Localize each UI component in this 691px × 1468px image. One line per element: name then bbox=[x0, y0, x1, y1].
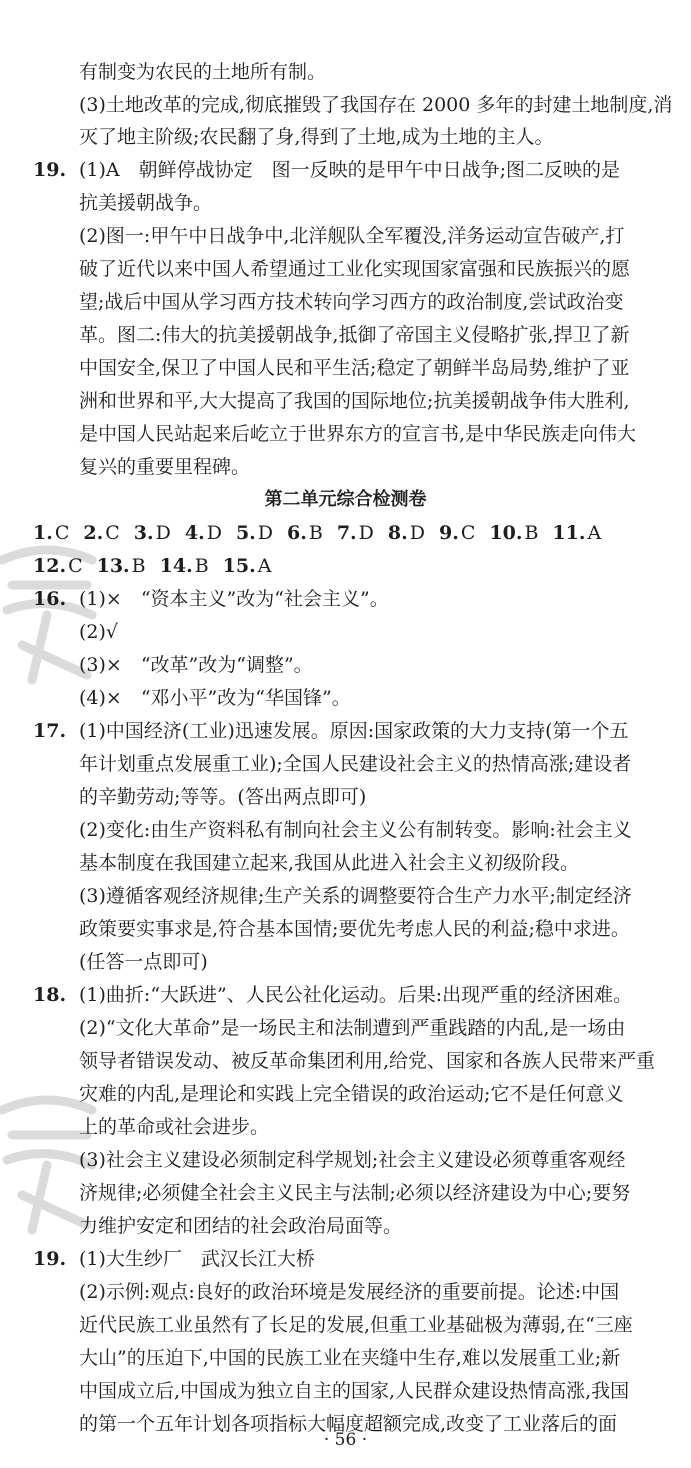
mc-answer-number: 11. bbox=[552, 522, 586, 544]
question-number: 18. bbox=[33, 984, 67, 1006]
question-number: 16. bbox=[33, 588, 67, 610]
mc-answer bbox=[439, 518, 475, 548]
answer-text: (1)A 朝鲜停战协定 图一反映的是甲午中日战争;图二反映的是 bbox=[79, 159, 621, 181]
mc-answers-row bbox=[0, 518, 691, 548]
question-19-line bbox=[0, 1244, 691, 1274]
mc-answer-choice: B bbox=[194, 555, 209, 577]
mc-answer bbox=[97, 551, 146, 581]
text-line: 力维护安定和团结的社会政治局面等。 bbox=[79, 1215, 403, 1237]
question-number: 19. bbox=[33, 1248, 67, 1270]
question-16-line bbox=[0, 584, 691, 614]
mc-answer bbox=[337, 518, 374, 548]
mc-answer-number: 3. bbox=[133, 522, 154, 544]
text-line: (2)√ bbox=[79, 621, 119, 643]
mc-answer bbox=[552, 518, 601, 548]
text-line: 灾难的内乱,是理论和实践上完全错误的政治运动;它不是任何意义 bbox=[79, 1083, 624, 1105]
text-line: (2)示例:观点:良好的政治环境是发展经济的重要前提。论述:中国 bbox=[79, 1281, 620, 1303]
mc-answer-choice: D bbox=[155, 522, 171, 544]
mc-answer-choice: C bbox=[105, 522, 120, 544]
mc-answer-number: 7. bbox=[336, 522, 357, 544]
text-line: 是中国人民站起来后屹立于世界东方的宣言书,是中华民族走向伟大 bbox=[79, 423, 637, 445]
answer-text: (1)× “资本主义”改为“社会主义”。 bbox=[79, 588, 389, 610]
text-line: 破了近代以来中国人希望通过工业化实现国家富强和民族振兴的愿 bbox=[79, 258, 631, 280]
mc-answer-number: 14. bbox=[159, 555, 193, 577]
mc-answer-number: 2. bbox=[83, 522, 104, 544]
mc-answer-choice: B bbox=[131, 555, 146, 577]
mc-answer-choice: C bbox=[54, 522, 70, 544]
text-line: (2)变化:由生产资料私有制向社会主义公有制转变。影响:社会主义 bbox=[79, 819, 632, 841]
mc-answer-number: 6. bbox=[287, 522, 307, 544]
text-line: 中国安全,保卫了中国人民和平生活;稳定了朝鲜半岛局势,维护了亚 bbox=[79, 357, 630, 379]
question-19-line bbox=[0, 155, 691, 185]
text-line: (3)土地改革的完成,彻底摧毁了我国存在 2000 多年的封建土地制度,消 bbox=[79, 94, 673, 116]
question-number: 19. bbox=[33, 159, 67, 181]
text-line: 的第一个五年计划各项指标大幅度超额完成,改变了工业落后的面 bbox=[79, 1413, 618, 1435]
mc-answer bbox=[489, 518, 538, 548]
mc-answer bbox=[287, 518, 323, 548]
question-number: 17. bbox=[33, 720, 67, 742]
text-line: (3)遵循客观经济规律;生产关系的调整要符合生产力水平;制定经济 bbox=[79, 885, 632, 907]
mc-answer-choice: D bbox=[257, 522, 274, 544]
mc-answer-number: 12. bbox=[33, 555, 67, 577]
mc-answer bbox=[134, 518, 171, 548]
mc-answer bbox=[223, 551, 272, 581]
mc-answer-choice: A bbox=[257, 555, 272, 577]
text-line: 革。图二:伟大的抗美援朝战争,抵御了帝国主义侵略扩张,捍卫了新 bbox=[79, 324, 630, 346]
text-line: 大山”的压迫下,中国的民族工业在夹缝中生存,难以发展重工业;新 bbox=[79, 1347, 621, 1369]
question-18-line bbox=[0, 980, 691, 1010]
mc-answer-number: 10. bbox=[489, 522, 523, 544]
mc-answer-number: 8. bbox=[387, 522, 408, 544]
question-17-line bbox=[0, 716, 691, 746]
answer-text: (1)曲折:“大跃进”、人民公社化运动。后果:出现严重的经济困难。 bbox=[79, 984, 633, 1006]
mc-answer-number: 13. bbox=[96, 555, 130, 577]
mc-answer-choice: D bbox=[409, 522, 425, 544]
text-line: (2)图一:甲午中日战争中,北洋舰队全军覆没,洋务运动宣告破产,打 bbox=[79, 225, 625, 247]
mc-answer-number: 4. bbox=[184, 522, 205, 544]
text-line: 近代民族工业虽然有了长足的发展,但重工业基础极为薄弱,在“三座 bbox=[79, 1314, 633, 1336]
mc-answer-choice: C bbox=[460, 522, 476, 544]
mc-answer bbox=[83, 518, 119, 548]
mc-answer-choice: D bbox=[358, 522, 374, 544]
mc-answer-choice: C bbox=[68, 555, 83, 577]
text-line: 复兴的重要里程碑。 bbox=[79, 456, 251, 478]
text-line: 上的革命或社会进步。 bbox=[79, 1116, 270, 1138]
text-line: 年计划重点发展重工业);全国人民建设社会主义的热情高涨;建设者 bbox=[79, 753, 632, 775]
text-line: (3)社会主义建设必须制定科学规划;社会主义建设必须尊重客观经 bbox=[79, 1149, 626, 1171]
text-line: (任答一点即可) bbox=[79, 951, 208, 973]
text-line: 有制变为农民的土地所有制。 bbox=[79, 61, 327, 83]
mc-answer bbox=[33, 551, 83, 581]
text-line: 政策要实事求是,符合基本国情;要优先考虑人民的利益;稳中求进。 bbox=[79, 918, 630, 940]
text-line: 洲和世界和平,大大提高了我国的国际地位;抗美援朝战争伟大胜利, bbox=[79, 390, 630, 412]
mc-answer-choice: A bbox=[587, 522, 602, 544]
text-line: 抗美援朝战争。 bbox=[79, 192, 213, 214]
mc-answer-number: 15. bbox=[222, 555, 256, 577]
mc-answer-number: 1. bbox=[33, 522, 53, 544]
section-title: 第二单元综合检测卷 bbox=[264, 489, 427, 510]
mc-answer-number: 5. bbox=[235, 522, 256, 544]
answer-text: (1)大生纱厂 武汉长江大桥 bbox=[79, 1248, 315, 1270]
mc-answer-number: 9. bbox=[438, 522, 459, 544]
mc-answer-choice: B bbox=[524, 522, 539, 544]
text-line: (4)× “邓小平”改为“华国锋”。 bbox=[79, 687, 351, 709]
page-number: · 56 · bbox=[323, 1430, 368, 1450]
mc-answer bbox=[160, 551, 209, 581]
text-line: 的辛勤劳动;等等。(答出两点即可) bbox=[79, 786, 367, 808]
mc-answer bbox=[185, 518, 222, 548]
mc-answer bbox=[33, 518, 69, 548]
mc-answers-row bbox=[0, 551, 691, 581]
mc-answer bbox=[236, 518, 273, 548]
text-line: (2)“文化大革命”是一场民主和法制遭到严重践踏的内乱,是一场由 bbox=[79, 1017, 626, 1039]
text-line: (3)× “改革”改为“调整”。 bbox=[79, 654, 313, 676]
mc-answer-choice: D bbox=[206, 522, 222, 544]
text-line: 中国成立后,中国成为独立自主的国家,人民群众建设热情高涨,我国 bbox=[79, 1380, 630, 1402]
text-line: 领导者错误发动、被反革命集团利用,给党、国家和各族人民带来严重 bbox=[79, 1050, 656, 1072]
answer-text: (1)中国经济(工业)迅速发展。原因:国家政策的大力支持(第一个五 bbox=[79, 720, 629, 742]
text-line: 望;战后中国从学习西方技术转向学习西方的政治制度,尝试政治变 bbox=[79, 291, 624, 313]
mc-answer-choice: B bbox=[308, 522, 323, 544]
text-line: 灭了地主阶级;农民翻了身,得到了土地,成为土地的主人。 bbox=[79, 126, 554, 148]
text-line: 济规律;必须健全社会主义民主与法制;必须以经济建设为中心;要努 bbox=[79, 1182, 631, 1204]
mc-answer bbox=[388, 518, 425, 548]
text-line: 基本制度在我国建立起来,我国从此进入社会主义初级阶段。 bbox=[79, 852, 580, 874]
